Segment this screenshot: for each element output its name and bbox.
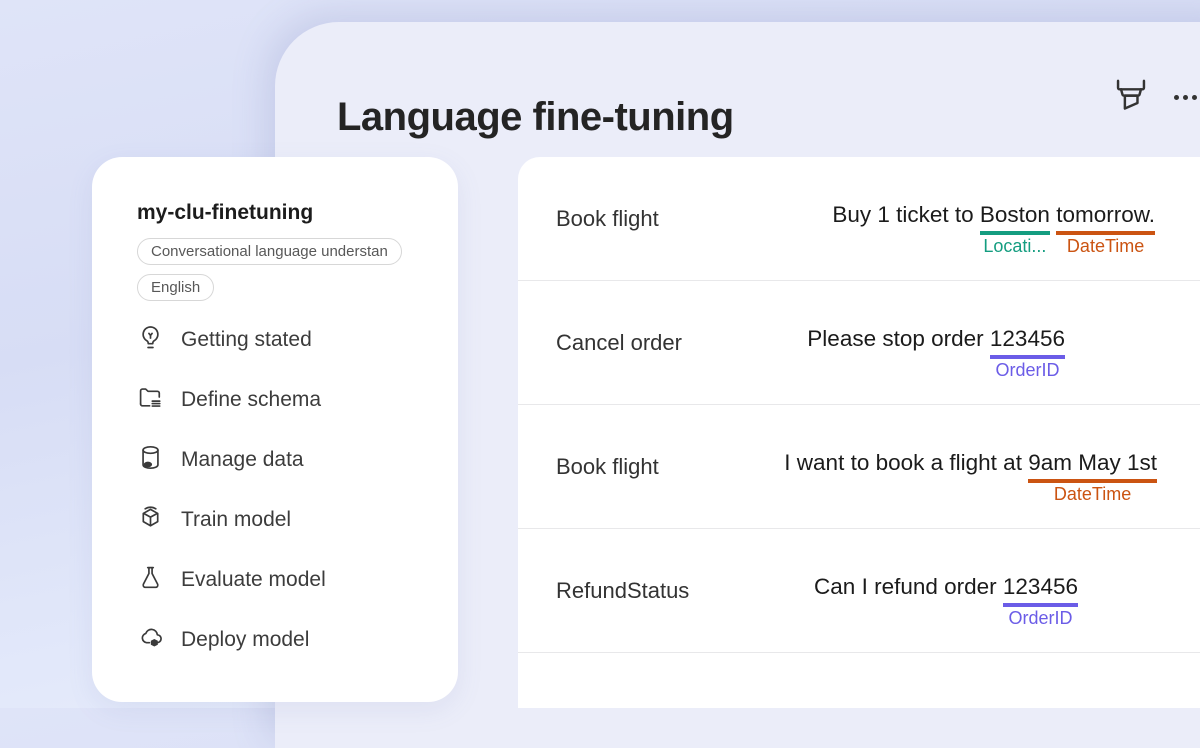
entity-span[interactable]: 9am May 1st DateTime — [1028, 450, 1157, 504]
entity-span[interactable]: Boston Locati... — [979, 202, 1050, 256]
table-row[interactable] — [518, 281, 1200, 405]
folder-schema-icon — [137, 384, 164, 417]
cloud-deploy-icon — [137, 624, 164, 657]
sidebar-item-getting-started[interactable] — [137, 310, 458, 370]
sidebar-item-label: Evaluate model — [181, 568, 326, 591]
ellipsis-icon — [1183, 95, 1188, 100]
entity-span[interactable]: 123456 OrderID — [989, 326, 1065, 380]
database-icon — [137, 444, 164, 477]
table-row[interactable] — [518, 405, 1200, 529]
sidebar-item-label: Define schema — [181, 388, 322, 411]
sidebar-menu — [137, 310, 458, 670]
sidebar-item-label: Getting stated — [181, 328, 312, 351]
page-title: Language fine-tuning — [337, 94, 734, 139]
sidebar-item-manage-data[interactable] — [137, 430, 458, 490]
utterance-text — [814, 574, 1200, 628]
sidebar-item-label: Deploy model — [181, 628, 310, 651]
entity-span[interactable]: 123456 OrderID — [1002, 574, 1078, 628]
entity-span[interactable]: tomorrow. DateTime — [1056, 202, 1155, 256]
sidebar-item-train-model[interactable] — [137, 490, 458, 550]
utterance-fragment: I want to book a flight at — [784, 450, 1029, 475]
utterance-table — [518, 157, 1200, 708]
lightbulb-icon — [137, 324, 164, 357]
intent-label: Book flight — [556, 205, 659, 231]
flask-icon — [137, 564, 164, 597]
entity-type-label: DateTime — [1053, 484, 1132, 504]
train-cube-icon — [137, 504, 164, 537]
utterance-fragment: Please stop order — [807, 326, 990, 351]
table-row[interactable] — [518, 157, 1200, 281]
more-options-button[interactable] — [1174, 76, 1200, 118]
sidebar-item-evaluate-model[interactable] — [137, 550, 458, 610]
utterance-text — [784, 450, 1200, 504]
intent-label: RefundStatus — [556, 577, 690, 603]
entity-type-label: Locati... — [983, 236, 1047, 256]
sidebar-item-define-schema[interactable] — [137, 370, 458, 430]
entity-type-label: OrderID — [995, 360, 1060, 380]
project-name: my-clu-finetuning — [137, 201, 314, 224]
utterance-text — [832, 202, 1200, 256]
filter-funnel-icon — [1110, 105, 1152, 122]
sidebar-item-label: Train model — [181, 508, 292, 531]
table-row[interactable] — [518, 529, 1200, 653]
project-badges — [137, 238, 458, 301]
utterance-fragment: Can I refund order — [814, 574, 1003, 599]
ellipsis-icon — [1174, 95, 1179, 100]
filter-button[interactable] — [1110, 76, 1152, 118]
entity-type-label: OrderID — [1008, 608, 1073, 628]
sidebar-item-deploy-model[interactable] — [137, 610, 458, 670]
project-type-badge: Conversational language understan — [137, 238, 402, 265]
ellipsis-icon — [1192, 95, 1197, 100]
project-sidebar — [92, 157, 458, 702]
language-badge: English — [137, 274, 214, 301]
intent-label: Cancel order — [556, 329, 682, 355]
utterance-fragment: Buy 1 ticket to — [832, 202, 980, 227]
table-empty-row — [518, 653, 1200, 704]
utterance-text — [807, 326, 1200, 380]
entity-type-label: DateTime — [1066, 236, 1145, 256]
intent-label: Book flight — [556, 453, 659, 479]
sidebar-item-label: Manage data — [181, 448, 304, 471]
